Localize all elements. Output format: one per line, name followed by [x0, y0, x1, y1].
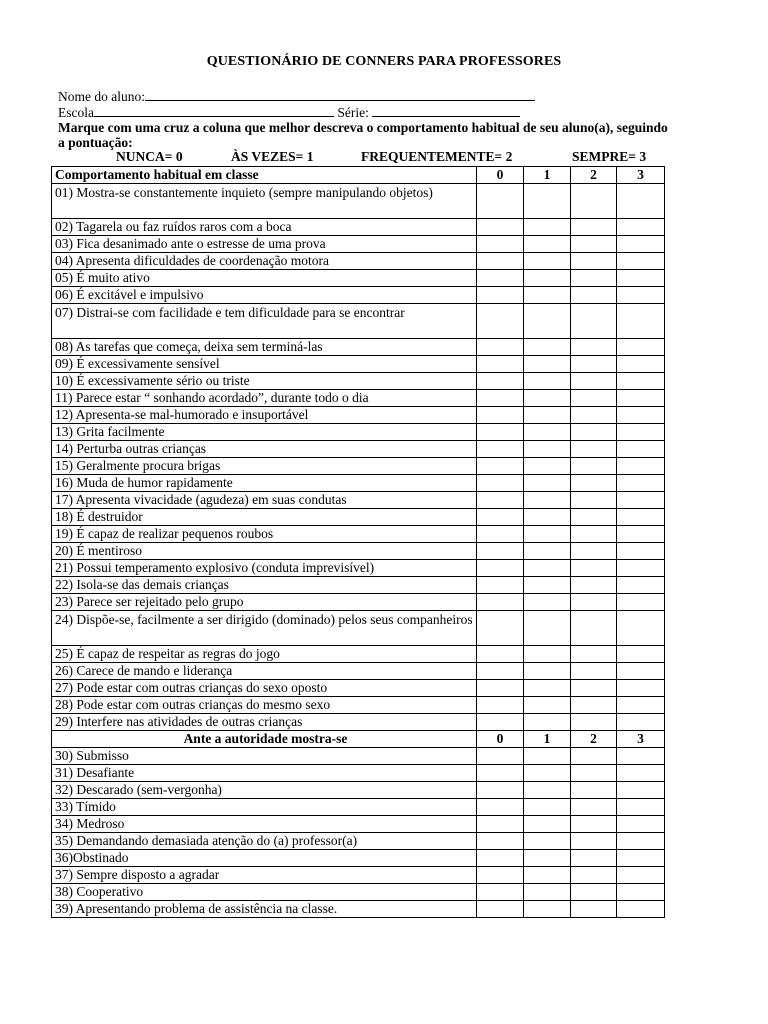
question-row	[52, 270, 665, 287]
score-cell-2[interactable]	[571, 270, 617, 287]
question-row	[52, 509, 665, 526]
score-cell-1[interactable]	[524, 714, 571, 731]
student-name-label: Nome do aluno:	[58, 89, 145, 104]
question-row	[52, 373, 665, 390]
question-row	[52, 424, 665, 441]
question-row	[52, 833, 665, 850]
score-cell-0[interactable]	[477, 219, 524, 236]
score-cell-0[interactable]	[477, 646, 524, 663]
score-cell-1[interactable]	[524, 424, 571, 441]
score-cell-0[interactable]	[477, 356, 524, 373]
score-cell-1[interactable]	[524, 373, 571, 390]
question-row	[52, 390, 665, 407]
school-field[interactable]	[94, 104, 334, 117]
score-cell-0[interactable]	[477, 441, 524, 458]
score-cell-1[interactable]	[524, 339, 571, 356]
question-row	[52, 611, 665, 646]
score-cell-2[interactable]	[571, 458, 617, 475]
question-row	[52, 748, 665, 765]
score-cell-2[interactable]	[571, 304, 617, 339]
question-row	[52, 441, 665, 458]
score-column-header: 3	[617, 731, 665, 748]
question-text: 35) Demandando demasiada atenção do (a) professor(a)	[52, 833, 477, 850]
score-cell-0[interactable]	[477, 714, 524, 731]
score-cell-0[interactable]	[477, 253, 524, 270]
score-cell-1[interactable]	[524, 475, 571, 492]
question-row	[52, 782, 665, 799]
page-title: QUESTIONÁRIO DE CONNERS PARA PROFESSORES	[206, 54, 562, 69]
score-cell-1[interactable]	[524, 304, 571, 339]
score-cell-3[interactable]	[617, 680, 665, 697]
question-text: 28) Pode estar com outras crianças do mesmo sexo	[52, 697, 477, 714]
score-cell-2[interactable]	[571, 782, 617, 799]
score-cell-2[interactable]	[571, 287, 617, 304]
question-text: 31) Desafiante	[52, 765, 477, 782]
question-text: 38) Cooperativo	[52, 884, 477, 901]
score-cell-1[interactable]	[524, 663, 571, 680]
score-cell-3[interactable]	[617, 304, 665, 339]
question-text: 13) Grita facilmente	[52, 424, 477, 441]
question-row	[52, 577, 665, 594]
score-cell-1[interactable]	[524, 270, 571, 287]
score-cell-3[interactable]	[617, 356, 665, 373]
question-text: 04) Apresenta dificuldades de coordenação motora	[52, 253, 477, 270]
question-row	[52, 475, 665, 492]
score-cell-0[interactable]	[477, 884, 524, 901]
question-text: 29) Interfere nas atividades de outras crianças	[52, 714, 477, 731]
score-cell-1[interactable]	[524, 611, 571, 646]
score-cell-3[interactable]	[617, 424, 665, 441]
question-text: 17) Apresenta vivacidade (agudeza) em suas condutas	[52, 492, 477, 509]
score-cell-2[interactable]	[571, 816, 617, 833]
question-text: 14) Perturba outras crianças	[52, 441, 477, 458]
question-text: 34) Medroso	[52, 816, 477, 833]
question-row	[52, 287, 665, 304]
question-text: 06) É excitável e impulsivo	[52, 287, 477, 304]
score-cell-3[interactable]	[617, 714, 665, 731]
score-cell-1[interactable]	[524, 884, 571, 901]
score-cell-1[interactable]	[524, 765, 571, 782]
score-cell-2[interactable]	[571, 901, 617, 918]
score-cell-3[interactable]	[617, 611, 665, 646]
score-cell-2[interactable]	[571, 799, 617, 816]
question-text: 03) Fica desanimado ante o estresse de uma prova	[52, 236, 477, 253]
score-cell-1[interactable]	[524, 901, 571, 918]
score-cell-2[interactable]	[571, 356, 617, 373]
question-row	[52, 714, 665, 731]
score-cell-0[interactable]	[477, 270, 524, 287]
score-cell-3[interactable]	[617, 577, 665, 594]
question-row	[52, 219, 665, 236]
score-column-header: 2	[571, 167, 617, 184]
question-row	[52, 560, 665, 577]
section-header-1: Comportamento habitual em classe	[52, 167, 477, 184]
score-cell-3[interactable]	[617, 253, 665, 270]
question-text: 15) Geralmente procura brigas	[52, 458, 477, 475]
question-text: 01) Mostra-se constantemente inquieto (sempre manipulando objetos)	[52, 184, 477, 219]
score-cell-2[interactable]	[571, 611, 617, 646]
score-cell-1[interactable]	[524, 867, 571, 884]
score-cell-1[interactable]	[524, 577, 571, 594]
score-cell-0[interactable]	[477, 560, 524, 577]
score-cell-3[interactable]	[617, 184, 665, 219]
grade-label: Série:	[337, 105, 369, 120]
score-cell-2[interactable]	[571, 475, 617, 492]
score-cell-1[interactable]	[524, 680, 571, 697]
score-cell-3[interactable]	[617, 646, 665, 663]
question-text: 10) É excessivamente sério ou triste	[52, 373, 477, 390]
score-cell-3[interactable]	[617, 543, 665, 560]
score-cell-3[interactable]	[617, 901, 665, 918]
score-cell-0[interactable]	[477, 799, 524, 816]
score-cell-0[interactable]	[477, 697, 524, 714]
score-cell-2[interactable]	[571, 646, 617, 663]
score-cell-3[interactable]	[617, 663, 665, 680]
score-cell-1[interactable]	[524, 646, 571, 663]
score-cell-0[interactable]	[477, 680, 524, 697]
score-cell-1[interactable]	[524, 390, 571, 407]
question-text: 20) É mentiroso	[52, 543, 477, 560]
score-cell-0[interactable]	[477, 577, 524, 594]
score-cell-3[interactable]	[617, 219, 665, 236]
score-cell-3[interactable]	[617, 867, 665, 884]
score-cell-2[interactable]	[571, 184, 617, 219]
score-cell-2[interactable]	[571, 373, 617, 390]
score-cell-1[interactable]	[524, 697, 571, 714]
score-cell-0[interactable]	[477, 543, 524, 560]
score-cell-0[interactable]	[477, 782, 524, 799]
question-row	[52, 458, 665, 475]
score-cell-3[interactable]	[617, 765, 665, 782]
score-cell-3[interactable]	[617, 782, 665, 799]
question-row	[52, 543, 665, 560]
score-cell-1[interactable]	[524, 594, 571, 611]
question-row	[52, 356, 665, 373]
score-cell-1[interactable]	[524, 833, 571, 850]
score-cell-1[interactable]	[524, 560, 571, 577]
score-cell-2[interactable]	[571, 765, 617, 782]
score-cell-3[interactable]	[617, 748, 665, 765]
score-cell-1[interactable]	[524, 458, 571, 475]
score-cell-3[interactable]	[617, 458, 665, 475]
score-cell-1[interactable]	[524, 782, 571, 799]
question-row	[52, 253, 665, 270]
question-row	[52, 867, 665, 884]
score-cell-2[interactable]	[571, 509, 617, 526]
score-cell-2[interactable]	[571, 833, 617, 850]
score-cell-3[interactable]	[617, 509, 665, 526]
score-cell-2[interactable]	[571, 219, 617, 236]
score-cell-0[interactable]	[477, 850, 524, 867]
question-row	[52, 850, 665, 867]
score-cell-1[interactable]	[524, 526, 571, 543]
score-cell-0[interactable]	[477, 816, 524, 833]
question-text: 18) É destruidor	[52, 509, 477, 526]
question-row	[52, 304, 665, 339]
score-cell-0[interactable]	[477, 492, 524, 509]
score-cell-2[interactable]	[571, 850, 617, 867]
school-line	[58, 104, 520, 121]
score-cell-2[interactable]	[571, 492, 617, 509]
score-cell-0[interactable]	[477, 424, 524, 441]
question-row	[52, 901, 665, 918]
score-cell-1[interactable]	[524, 407, 571, 424]
question-text: 02) Tagarela ou faz ruídos raros com a boca	[52, 219, 477, 236]
question-text: 11) Parece estar “ sonhando acordado”, durante todo o dia	[52, 390, 477, 407]
score-cell-3[interactable]	[617, 492, 665, 509]
score-cell-0[interactable]	[477, 765, 524, 782]
student-name-line	[58, 88, 535, 105]
score-column-header: 1	[524, 167, 571, 184]
score-cell-0[interactable]	[477, 833, 524, 850]
score-cell-2[interactable]	[571, 390, 617, 407]
question-text: 33) Tímido	[52, 799, 477, 816]
score-cell-0[interactable]	[477, 509, 524, 526]
score-column-header: 0	[477, 167, 524, 184]
score-cell-3[interactable]	[617, 884, 665, 901]
score-cell-0[interactable]	[477, 458, 524, 475]
question-text: 21) Possui temperamento explosivo (conduta imprevisível)	[52, 560, 477, 577]
question-text: 32) Descarado (sem-vergonha)	[52, 782, 477, 799]
instruction-line-1: Marque com uma cruz a coluna que melhor descreva o comportamento habitual de seu aluno(a), seguindo	[58, 120, 668, 135]
question-text: 12) Apresenta-se mal-humorado e insuportável	[52, 407, 477, 424]
score-cell-2[interactable]	[571, 680, 617, 697]
score-cell-3[interactable]	[617, 526, 665, 543]
question-row	[52, 697, 665, 714]
score-cell-2[interactable]	[571, 884, 617, 901]
score-cell-1[interactable]	[524, 850, 571, 867]
instruction-line-2: a pontuação:	[58, 135, 133, 150]
score-cell-0[interactable]	[477, 287, 524, 304]
score-cell-3[interactable]	[617, 270, 665, 287]
score-column-header: 3	[617, 167, 665, 184]
score-cell-0[interactable]	[477, 901, 524, 918]
score-cell-2[interactable]	[571, 526, 617, 543]
scale-never: NUNCA= 0	[116, 149, 183, 164]
score-cell-0[interactable]	[477, 304, 524, 339]
score-cell-3[interactable]	[617, 799, 665, 816]
score-cell-0[interactable]	[477, 748, 524, 765]
score-cell-3[interactable]	[617, 287, 665, 304]
score-cell-3[interactable]	[617, 594, 665, 611]
question-text: 07) Distrai-se com facilidade e tem dificuldade para se encontrar	[52, 304, 477, 339]
score-cell-2[interactable]	[571, 441, 617, 458]
score-cell-0[interactable]	[477, 236, 524, 253]
question-row	[52, 339, 665, 356]
question-text: 16) Muda de humor rapidamente	[52, 475, 477, 492]
score-cell-2[interactable]	[571, 543, 617, 560]
score-cell-1[interactable]	[524, 509, 571, 526]
score-cell-0[interactable]	[477, 475, 524, 492]
score-cell-1[interactable]	[524, 816, 571, 833]
score-cell-0[interactable]	[477, 184, 524, 219]
score-cell-1[interactable]	[524, 253, 571, 270]
question-row	[52, 799, 665, 816]
score-cell-2[interactable]	[571, 748, 617, 765]
score-cell-0[interactable]	[477, 663, 524, 680]
score-cell-3[interactable]	[617, 339, 665, 356]
score-cell-0[interactable]	[477, 339, 524, 356]
score-cell-3[interactable]	[617, 560, 665, 577]
question-row	[52, 492, 665, 509]
score-cell-1[interactable]	[524, 219, 571, 236]
question-text: 30) Submisso	[52, 748, 477, 765]
score-cell-3[interactable]	[617, 850, 665, 867]
question-text: 24) Dispõe-se, facilmente a ser dirigido (dominado) pelos seus companheiros	[52, 611, 477, 646]
question-text: 25) É capaz de respeitar as regras do jogo	[52, 646, 477, 663]
score-cell-0[interactable]	[477, 526, 524, 543]
question-row	[52, 594, 665, 611]
question-row	[52, 526, 665, 543]
score-column-header: 0	[477, 731, 524, 748]
score-cell-3[interactable]	[617, 441, 665, 458]
score-cell-0[interactable]	[477, 594, 524, 611]
question-text: 09) É excessivamente sensível	[52, 356, 477, 373]
score-cell-1[interactable]	[524, 441, 571, 458]
scale-always: SEMPRE= 3	[572, 149, 647, 164]
score-cell-3[interactable]	[617, 373, 665, 390]
score-cell-1[interactable]	[524, 287, 571, 304]
question-text: 22) Isola-se das demais crianças	[52, 577, 477, 594]
score-cell-1[interactable]	[524, 799, 571, 816]
score-cell-2[interactable]	[571, 236, 617, 253]
question-row	[52, 765, 665, 782]
question-text: 36)Obstinado	[52, 850, 477, 867]
student-name-field[interactable]	[145, 88, 535, 101]
question-row	[52, 646, 665, 663]
score-cell-0[interactable]	[477, 373, 524, 390]
score-cell-2[interactable]	[571, 339, 617, 356]
question-row	[52, 680, 665, 697]
question-row	[52, 184, 665, 219]
score-cell-0[interactable]	[477, 390, 524, 407]
score-cell-3[interactable]	[617, 236, 665, 253]
question-row	[52, 236, 665, 253]
score-cell-2[interactable]	[571, 663, 617, 680]
scale-sometimes: ÀS VEZES= 1	[231, 149, 314, 164]
score-cell-2[interactable]	[571, 697, 617, 714]
question-text: 19) É capaz de realizar pequenos roubos	[52, 526, 477, 543]
section-header-row-2	[52, 731, 665, 748]
score-cell-3[interactable]	[617, 833, 665, 850]
score-cell-0[interactable]	[477, 407, 524, 424]
question-text: 05) É muito ativo	[52, 270, 477, 287]
score-column-header: 1	[524, 731, 571, 748]
score-cell-2[interactable]	[571, 407, 617, 424]
section-header-row-1	[52, 167, 665, 184]
score-cell-3[interactable]	[617, 697, 665, 714]
question-text: 27) Pode estar com outras crianças do sexo oposto	[52, 680, 477, 697]
score-cell-2[interactable]	[571, 714, 617, 731]
score-cell-1[interactable]	[524, 184, 571, 219]
score-cell-3[interactable]	[617, 816, 665, 833]
question-row	[52, 407, 665, 424]
score-cell-2[interactable]	[571, 560, 617, 577]
score-cell-2[interactable]	[571, 424, 617, 441]
question-text: 08) As tarefas que começa, deixa sem terminá-las	[52, 339, 477, 356]
score-cell-3[interactable]	[617, 390, 665, 407]
score-cell-1[interactable]	[524, 356, 571, 373]
score-cell-1[interactable]	[524, 236, 571, 253]
score-cell-3[interactable]	[617, 475, 665, 492]
score-cell-1[interactable]	[524, 748, 571, 765]
score-cell-2[interactable]	[571, 253, 617, 270]
question-text: 37) Sempre disposto a agradar	[52, 867, 477, 884]
section-header-2: Ante a autoridade mostra-se	[52, 731, 477, 748]
question-text: 39) Apresentando problema de assistência na classe.	[52, 901, 477, 918]
score-cell-0[interactable]	[477, 611, 524, 646]
score-cell-3[interactable]	[617, 407, 665, 424]
grade-field[interactable]	[372, 104, 520, 117]
score-cell-2[interactable]	[571, 577, 617, 594]
score-cell-0[interactable]	[477, 867, 524, 884]
score-cell-2[interactable]	[571, 594, 617, 611]
school-label: Escola	[58, 105, 94, 120]
question-text: 26) Carece de mando e liderança	[52, 663, 477, 680]
scale-frequently: FREQUENTEMENTE= 2	[361, 149, 513, 164]
score-cell-2[interactable]	[571, 867, 617, 884]
question-text: 23) Parece ser rejeitado pelo grupo	[52, 594, 477, 611]
score-cell-1[interactable]	[524, 492, 571, 509]
score-column-header: 2	[571, 731, 617, 748]
rating-table	[51, 166, 665, 918]
question-row	[52, 816, 665, 833]
question-row	[52, 663, 665, 680]
question-row	[52, 884, 665, 901]
score-cell-1[interactable]	[524, 543, 571, 560]
